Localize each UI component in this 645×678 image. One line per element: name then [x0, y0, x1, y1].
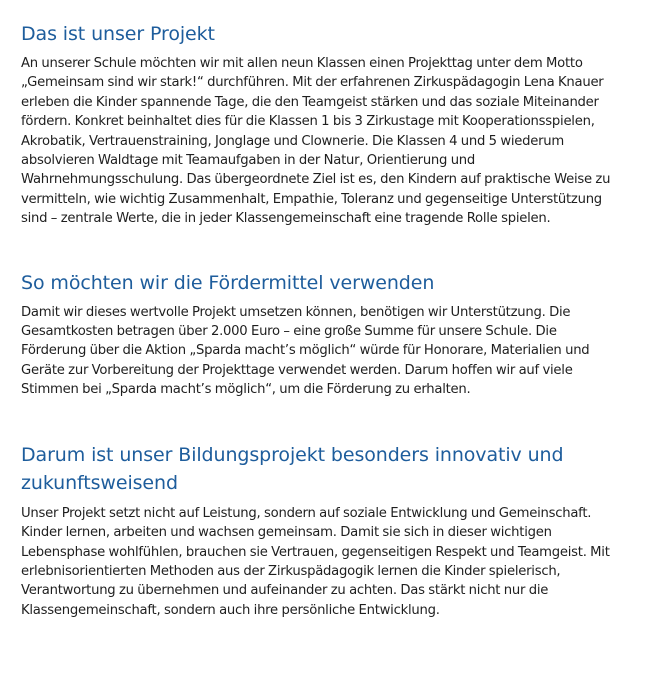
section-text-project: An unserer Schule möchten wir mit allen neun Klassen einen Projekttag unter dem Motto „Gemeinsam sind wir stark!“ durchführen. Mit der erfahrenen Zirkuspädagogin Lena Knauer erleben die Kinder spannende Tage, die den Teamgeist stärken und das soziale Miteinander fördern. Konkret beinhaltet dies für die Klassen 1 bis 3 Zirkustage mit Kooperationsspielen, Akrobatik, Vertrauenstraining, Jonglage und Clownerie. Die Klassen 4 und 5 wiederum absolvieren Waldtage mit Teamaufgaben in der Natur, Orientierung und Wahrnehmungsschulung. Das übergeordnete Ziel ist es, den Kindern auf praktische Weise zu vermitteln, wie wichtig Zusammenhalt, Empathie, Toleranz und gegenseitige Unterstützung sind – zentrale Werte, die in jeder Klassengemeinschaft eine tragende Rolle spielen.	[21, 56, 611, 227]
section-title-project: Das ist unser Projekt	[21, 23, 215, 45]
section-title-innovation: Darum ist unser Bildungsprojekt besonders innovativ und zukunftsweisend	[21, 443, 564, 494]
section-text-funding-use: Damit wir dieses wertvolle Projekt umsetzen können, benötigen wir Unterstützung. Die Gesamtkosten betragen über 2.000 Euro – eine große Summe für unsere Schule. Die Förderung über die Aktion „Sparda macht’s möglich“ würde für Honorare, Materialien und Geräte zur Vorbereitung der Projekttage verwendet werden. Darum hoffen wir auf viele Stimmen bei „Sparda macht’s möglich“, um die Förderung zu erhalten.	[21, 304, 590, 398]
section-title-funding-use: So möchten wir die Fördermittel verwenden	[21, 271, 435, 294]
section-text-innovation: Unser Projekt setzt nicht auf Leistung, sondern auf soziale Entwicklung und Gemeinschaft. Kinder lernen, arbeiten und wachsen gemeinsam. Damit sie sich in dieser wichtigen Lebensphase wohlfühlen, brauchen sie Vertrauen, gegenseitigen Respekt und Teamgeist. Mit erlebnisorientierten Methoden aus der Zirkuspädagogik lernen die Kinder spielerisch, Verantwortung zu übernehmen und aufeinander zu achten. Das stärkt nicht nur die Klassengemeinschaft, sondern auch ihre persönliche Entwicklung.	[21, 505, 610, 618]
